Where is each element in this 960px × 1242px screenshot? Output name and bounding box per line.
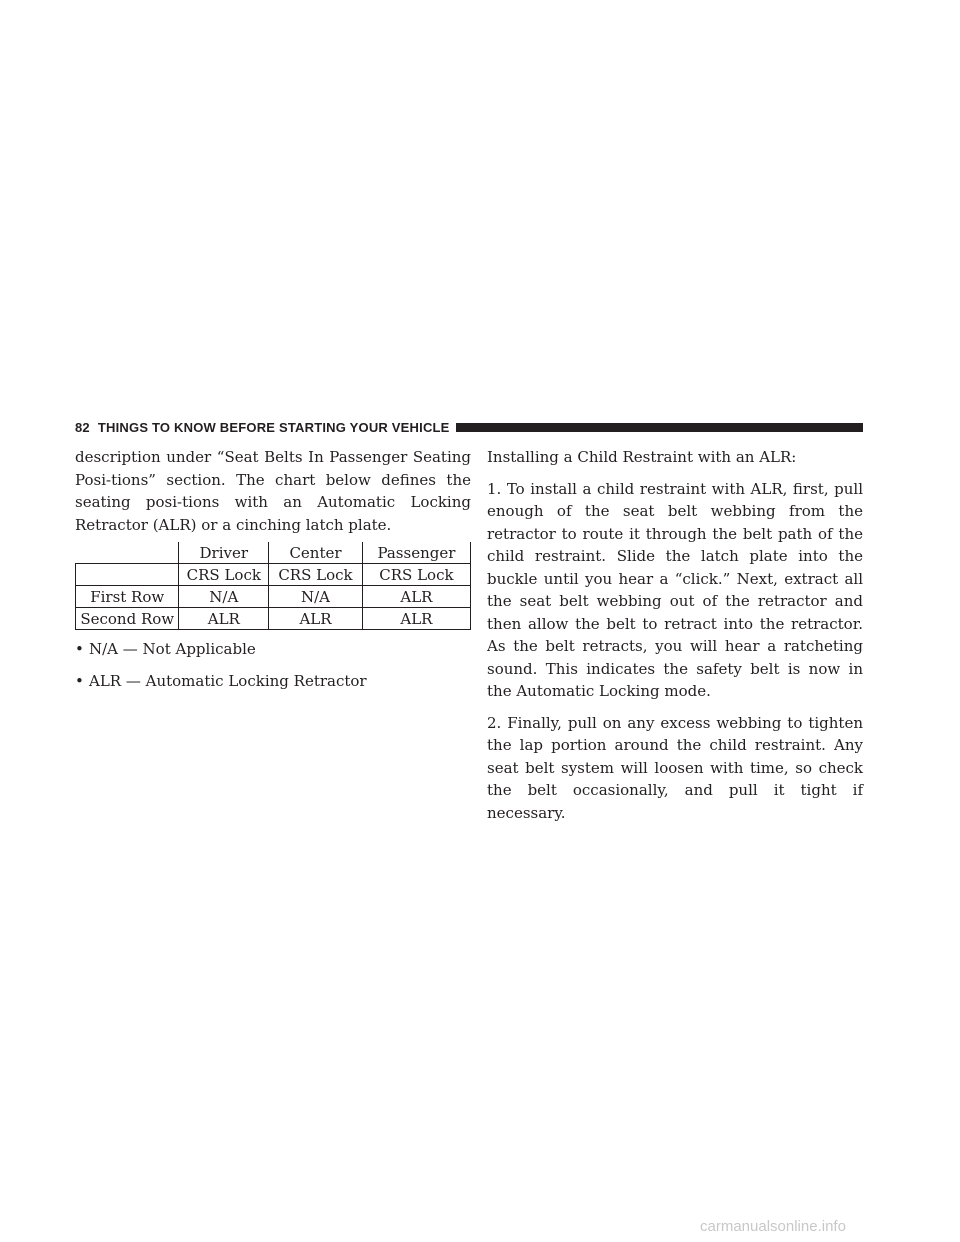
header-rule: [456, 423, 863, 432]
table-cell: First Row: [76, 586, 179, 608]
table-cell: Passenger: [362, 542, 470, 564]
table-row: [76, 586, 471, 608]
table-cell: Center: [269, 542, 363, 564]
left-column: [75, 446, 471, 702]
table-cell: ALR: [179, 608, 269, 630]
note-text: N/A — Not Applicable: [89, 640, 256, 658]
table-cell: ALR: [269, 608, 363, 630]
list-item: [75, 670, 471, 692]
table-cell: Driver: [179, 542, 269, 564]
table-cell: Second Row: [76, 608, 179, 630]
note-text: ALR — Automatic Locking Retractor: [89, 672, 367, 690]
abbreviation-list: [75, 638, 471, 692]
intro-paragraph: description under “Seat Belts In Passenger Seating Posi-tions” section. The chart below defines the seating posi-tions with an Automatic Locking Retractor (ALR) or a cinching latch plate.: [75, 448, 471, 534]
table-header-row: [76, 542, 471, 564]
page-number: 82: [75, 419, 90, 435]
table-cell: ALR: [362, 586, 470, 608]
page-header: [75, 417, 863, 437]
bullet-icon: •: [75, 640, 84, 658]
header-text: [75, 420, 456, 435]
section-heading: Installing a Child Restraint with an ALR:: [487, 448, 797, 466]
table-row: [76, 564, 471, 586]
table-cell: [76, 542, 179, 564]
right-column: [487, 446, 863, 824]
table-cell: N/A: [269, 586, 363, 608]
step-2-paragraph: 2. Finally, pull on any excess webbing to tighten the lap portion around the child restraint. Any seat belt system will loosen with time, so check the belt occasionally, and pull it tight if necessary.: [487, 713, 863, 822]
watermark-text: carmanualsonline.info: [700, 1218, 846, 1235]
seating-positions-table: [75, 542, 471, 630]
list-item: [75, 638, 471, 660]
table-cell: N/A: [179, 586, 269, 608]
table-cell: ALR: [362, 608, 470, 630]
step-1-paragraph: 1. To install a child restraint with ALR, first, pull enough of the seat belt webbing from the retractor to route it through the belt path of the child restraint. Slide the latch plate into the buckle until you hear a “click.” Next, extract all the seat belt webbing out of the retractor and then allow the belt to retract into the retractor. As the belt retracts, you will hear a ratcheting sound. This indicates the safety belt is now in the Automatic Locking mode.: [487, 479, 863, 700]
table-cell: [76, 564, 179, 586]
section-title: THINGS TO KNOW BEFORE STARTING YOUR VEHICLE: [97, 419, 450, 435]
table-cell: CRS Lock: [179, 564, 269, 586]
table-row: [76, 608, 471, 630]
bullet-icon: •: [75, 672, 84, 690]
table-cell: CRS Lock: [269, 564, 363, 586]
table-cell: CRS Lock: [362, 564, 470, 586]
